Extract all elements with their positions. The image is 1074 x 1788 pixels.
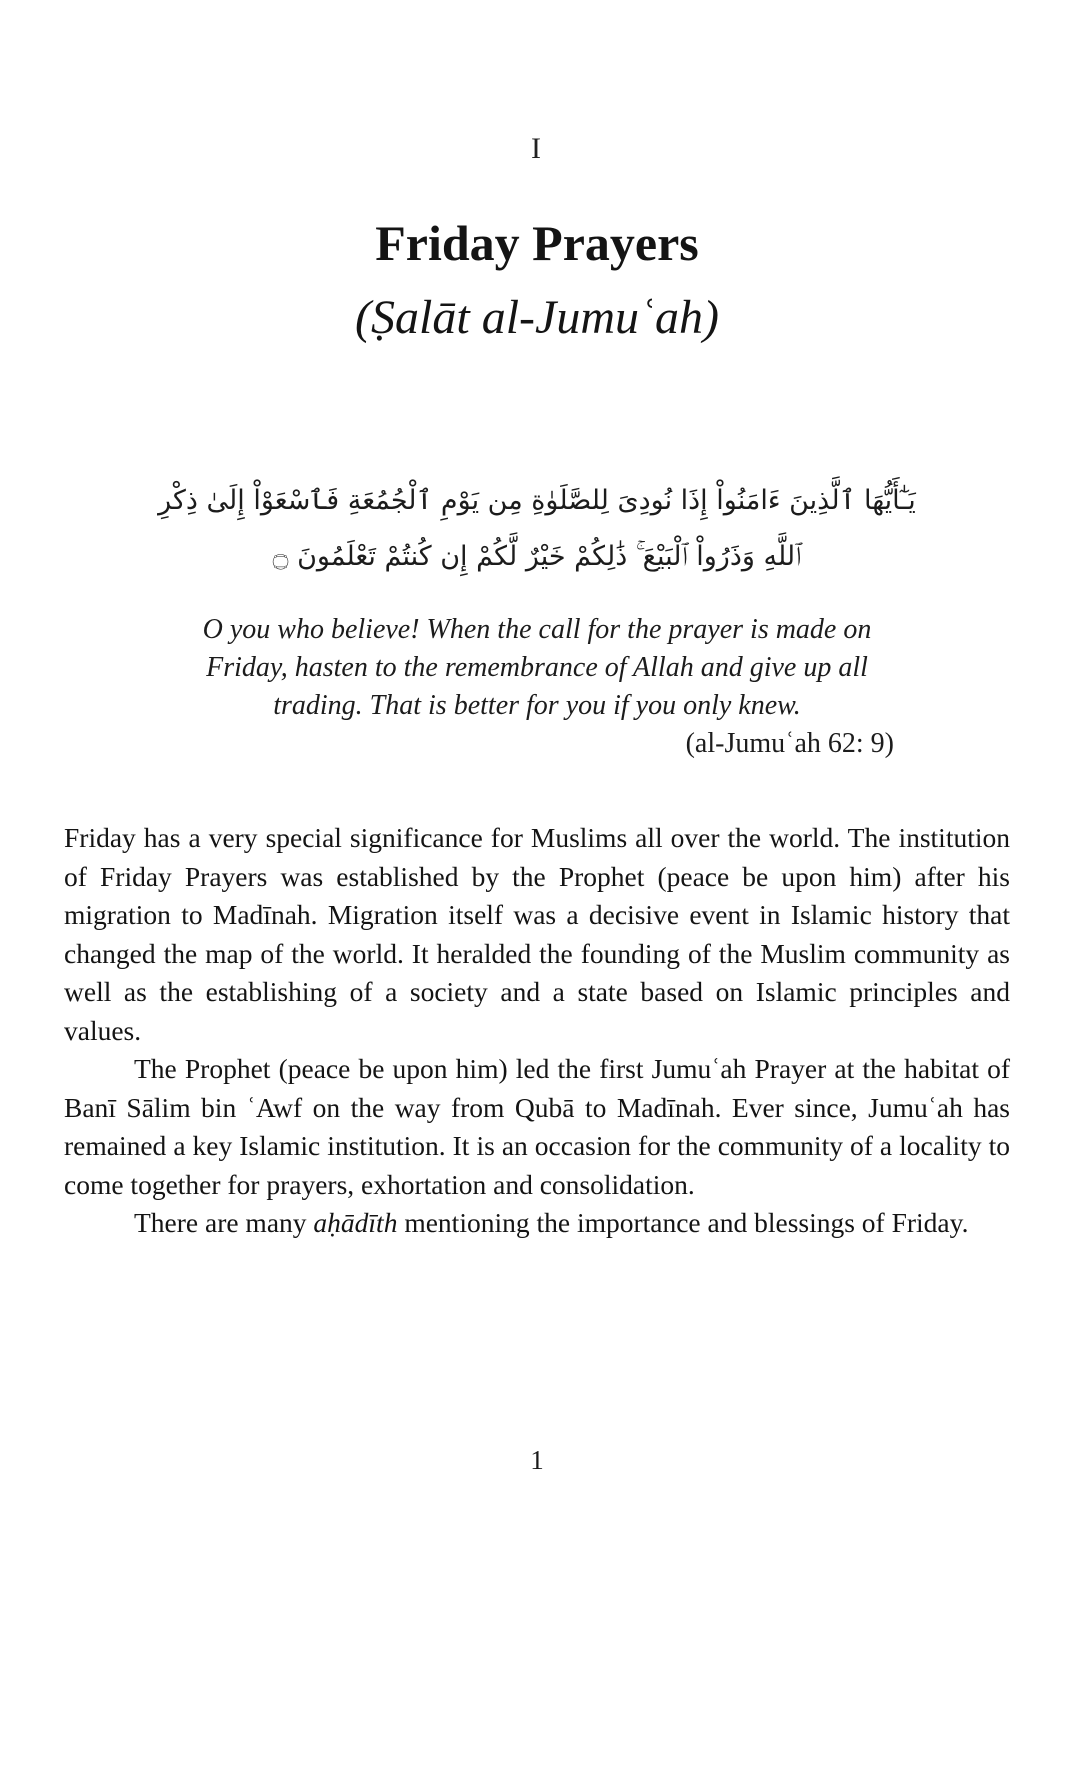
body-paragraph-2: The Prophet (peace be upon him) led the first Jumuʿah Prayer at the habitat of Banī Sālim bin ʿAwf on the way from Qubā to Madīnah. Ever since, Jumuʿah has remained a key Islamic institution. It is an occasion for the community of a locality to come together for prayers, exhortation and consolidation. bbox=[64, 1053, 1010, 1200]
chapter-body bbox=[64, 819, 1010, 1243]
chapter-title: Friday Prayers bbox=[375, 215, 699, 271]
body-paragraph-3-text-end: mentioning the importance and blessings of Friday. bbox=[397, 1207, 969, 1238]
body-paragraph-1: Friday has a very special significance for Muslims all over the world. The institution of Friday Prayers was established by the Prophet (peace be upon him) after his migration to Madīnah. Migration itself was a decisive event in Islamic history that changed the map of the world. It heralded the founding of the Muslim community as well as the establishing of a society and a state based on Islamic principles and values. bbox=[64, 822, 1010, 1046]
arabic-verse-line-1: يَـٰٓأَيُّهَا ٱلَّذِينَ ءَامَنُواْ إِذَا نُودِىَ لِلصَّلَوٰةِ مِن يَوْمِ ٱلْجُمُعَةِ فَٱسْعَوْاْ إِلَىٰ ذِكْرِ bbox=[158, 485, 916, 516]
body-paragraph-3 bbox=[64, 1204, 1010, 1243]
verse-translation bbox=[152, 611, 922, 725]
verse-translation-block bbox=[152, 611, 922, 763]
translation-line-2: Friday, hasten to the remembrance of Allah and give up all bbox=[206, 652, 868, 683]
chapter-number: I bbox=[531, 132, 543, 165]
page-number: 1 bbox=[530, 1445, 544, 1475]
translation-line-3: trading. That is better for you if you only knew. bbox=[273, 690, 801, 721]
body-paragraph-3-italic-term: aḥādīth bbox=[313, 1207, 398, 1238]
arabic-verse-line-2: ٱللَّهِ وَذَرُواْ ٱلْبَيْعَ ۚ ذَٰلِكُمْ خَيْرٌ لَّكُمْ إِن كُنتُمْ تَعْلَمُونَ ۝ bbox=[272, 541, 802, 572]
chapter-subtitle: (Ṣalāt al-Jumuʿah) bbox=[355, 291, 719, 344]
quran-arabic-verse bbox=[0, 473, 1074, 585]
verse-citation: (al-Jumuʿah 62: 9) bbox=[685, 728, 894, 759]
body-paragraph-3-text: There are many bbox=[134, 1207, 314, 1238]
translation-line-1: O you who believe! When the call for the prayer is made on bbox=[202, 614, 872, 645]
